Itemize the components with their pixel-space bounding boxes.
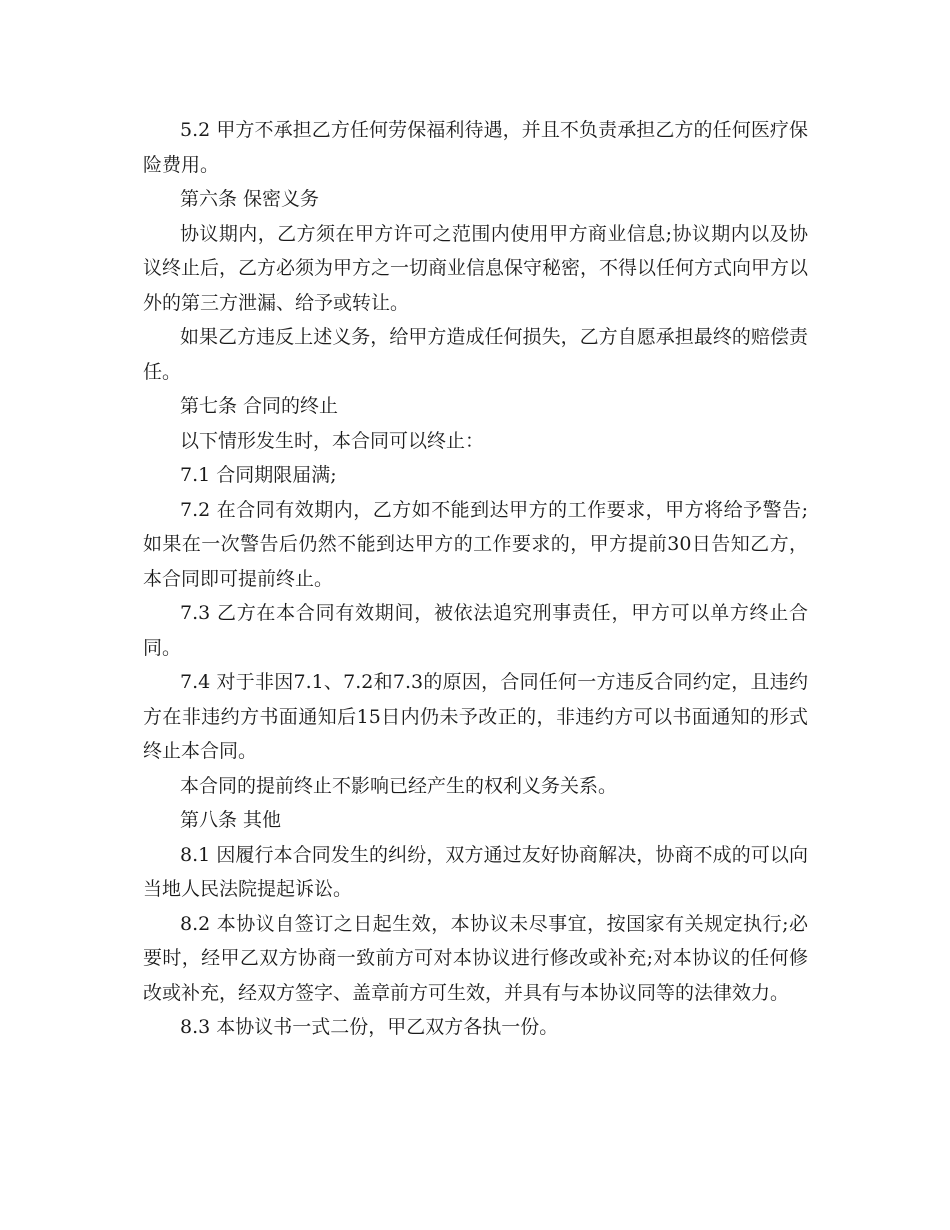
clause-7-1: 7.1 合同期限届满; <box>180 464 337 486</box>
article-8-heading: 第八条 其他 <box>180 809 282 831</box>
clause-7-2: 7.2 在合同有效期内，乙方如不能到达甲方的工作要求，甲方将给予警告;如果在一次警告后仍然不能到达甲方的工作要求的，甲方提前30日告知乙方，本合同即可提前终止。 <box>143 498 808 590</box>
clause-8-3: 8.3 本协议书一式二份，甲乙双方各执一份。 <box>180 1016 559 1038</box>
confidentiality-clause: 协议期内，乙方须在甲方许可之范围内使用甲方商业信息;协议期内以及协议终止后，乙方必须为甲方之一切商业信息保守秘密，不得以任何方式向甲方以外的第三方泄漏、给予或转让。 <box>143 222 809 314</box>
termination-effect-clause: 本合同的提前终止不影响已经产生的权利义务关系。 <box>180 774 618 797</box>
termination-intro: 以下情形发生时，本合同可以终止： <box>180 429 485 452</box>
document-body <box>143 113 808 1045</box>
article-6-heading: 第六条 保密义务 <box>180 188 320 210</box>
clause-5-2: 5.2 甲方不承担乙方任何劳保福利待遇，并且不负责承担乙方的任何医疗保险费用。 <box>143 119 808 176</box>
clause-7-3: 7.3 乙方在本合同有效期间，被依法追究刑事责任，甲方可以单方终止合同。 <box>143 602 808 659</box>
article-7-heading: 第七条 合同的终止 <box>180 395 339 417</box>
clause-8-1: 8.1 因履行本合同发生的纠纷，双方通过友好协商解决，协商不成的可以向当地人民法院提起诉讼。 <box>143 843 808 900</box>
clause-7-4: 7.4 对于非因7.1、7.2和7.3的原因，合同任何一方违反合同约定，且违约方在非违约方书面通知后15日内仍未予改正的，非违约方可以书面通知的形式终止本合同。 <box>143 671 808 762</box>
clause-8-2: 8.2 本协议自签订之日起生效，本协议未尽事宜，按国家有关规定执行;必要时，经甲乙双方协商一致前方可对本协议进行修改或补充;对本协议的任何修改或补充，经双方签字、盖章前方可生效，并具有与本协议同等的法律效力。 <box>143 912 808 1004</box>
breach-liability-clause: 如果乙方违反上述义务，给甲方造成任何损失，乙方自愿承担最终的赔偿责任。 <box>143 326 808 383</box>
